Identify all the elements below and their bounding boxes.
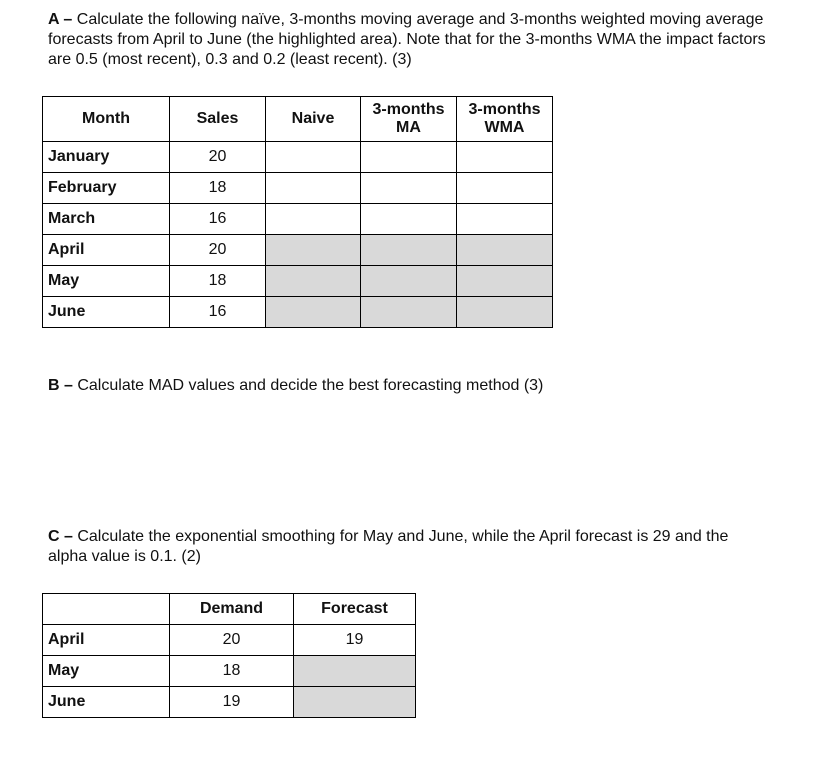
- table-row: [43, 687, 416, 718]
- table-row: [43, 204, 553, 235]
- forecast-cell: 19: [294, 625, 416, 656]
- wma-answer-cell[interactable]: [457, 266, 553, 297]
- forecast-answer-cell[interactable]: [294, 687, 416, 718]
- header-blank: [43, 594, 170, 625]
- question-c-text: [48, 527, 768, 567]
- header-demand: Demand: [170, 594, 294, 625]
- month-cell: May: [43, 266, 170, 297]
- question-a-text: [48, 10, 768, 70]
- sales-cell: 16: [170, 204, 266, 235]
- smoothing-table: [42, 593, 416, 718]
- wma-answer-cell[interactable]: [457, 235, 553, 266]
- naive-cell: [266, 142, 361, 173]
- ma-cell: [361, 142, 457, 173]
- table-row: [43, 173, 553, 204]
- month-cell: May: [43, 656, 170, 687]
- question-a-body: Calculate the following naïve, 3-months moving average and 3-months weighted moving average forecasts from April to June (the highlighted area). Note that for the 3-months WMA the impact factors are 0.5 (most recent), 0.3 and 0.2 (least recent). (3): [48, 11, 766, 68]
- sales-cell: 20: [170, 142, 266, 173]
- sales-cell: 18: [170, 173, 266, 204]
- demand-cell: 20: [170, 625, 294, 656]
- wma-cell: [457, 204, 553, 235]
- question-b-text: [48, 376, 768, 396]
- demand-cell: 18: [170, 656, 294, 687]
- wma-cell: [457, 173, 553, 204]
- header-sales: Sales: [170, 97, 266, 142]
- naive-answer-cell[interactable]: [266, 266, 361, 297]
- month-cell: January: [43, 142, 170, 173]
- month-cell: April: [43, 235, 170, 266]
- month-cell: April: [43, 625, 170, 656]
- ma-cell: [361, 204, 457, 235]
- header-forecast: Forecast: [294, 594, 416, 625]
- table-row: [43, 656, 416, 687]
- table-row: [43, 625, 416, 656]
- naive-answer-cell[interactable]: [266, 297, 361, 328]
- wma-answer-cell[interactable]: [457, 297, 553, 328]
- sales-cell: 20: [170, 235, 266, 266]
- header-3m-ma: 3-months MA: [361, 97, 457, 142]
- month-cell: June: [43, 687, 170, 718]
- sales-cell: 16: [170, 297, 266, 328]
- question-c-body: Calculate the exponential smoothing for May and June, while the April forecast is 29 and the alpha value is 0.1. (2): [48, 528, 729, 565]
- forecast-answer-cell[interactable]: [294, 656, 416, 687]
- question-a-label: A –: [48, 11, 73, 28]
- header-month: Month: [43, 97, 170, 142]
- question-b-body: Calculate MAD values and decide the best forecasting method (3): [72, 377, 544, 394]
- naive-cell: [266, 204, 361, 235]
- question-c-label: C –: [48, 528, 73, 545]
- table-row: [43, 142, 553, 173]
- ma-answer-cell[interactable]: [361, 235, 457, 266]
- table-header-row: [43, 97, 553, 142]
- header-3m-wma: 3-months WMA: [457, 97, 553, 142]
- wma-cell: [457, 142, 553, 173]
- sales-cell: 18: [170, 266, 266, 297]
- naive-cell: [266, 173, 361, 204]
- ma-answer-cell[interactable]: [361, 266, 457, 297]
- table-row: [43, 235, 553, 266]
- forecast-table: [42, 96, 553, 328]
- naive-answer-cell[interactable]: [266, 235, 361, 266]
- ma-answer-cell[interactable]: [361, 297, 457, 328]
- month-cell: March: [43, 204, 170, 235]
- ma-cell: [361, 173, 457, 204]
- demand-cell: 19: [170, 687, 294, 718]
- table-header-row: [43, 594, 416, 625]
- month-cell: February: [43, 173, 170, 204]
- table-row: [43, 266, 553, 297]
- question-b-label: B –: [48, 377, 73, 394]
- header-naive: Naive: [266, 97, 361, 142]
- table-row: [43, 297, 553, 328]
- month-cell: June: [43, 297, 170, 328]
